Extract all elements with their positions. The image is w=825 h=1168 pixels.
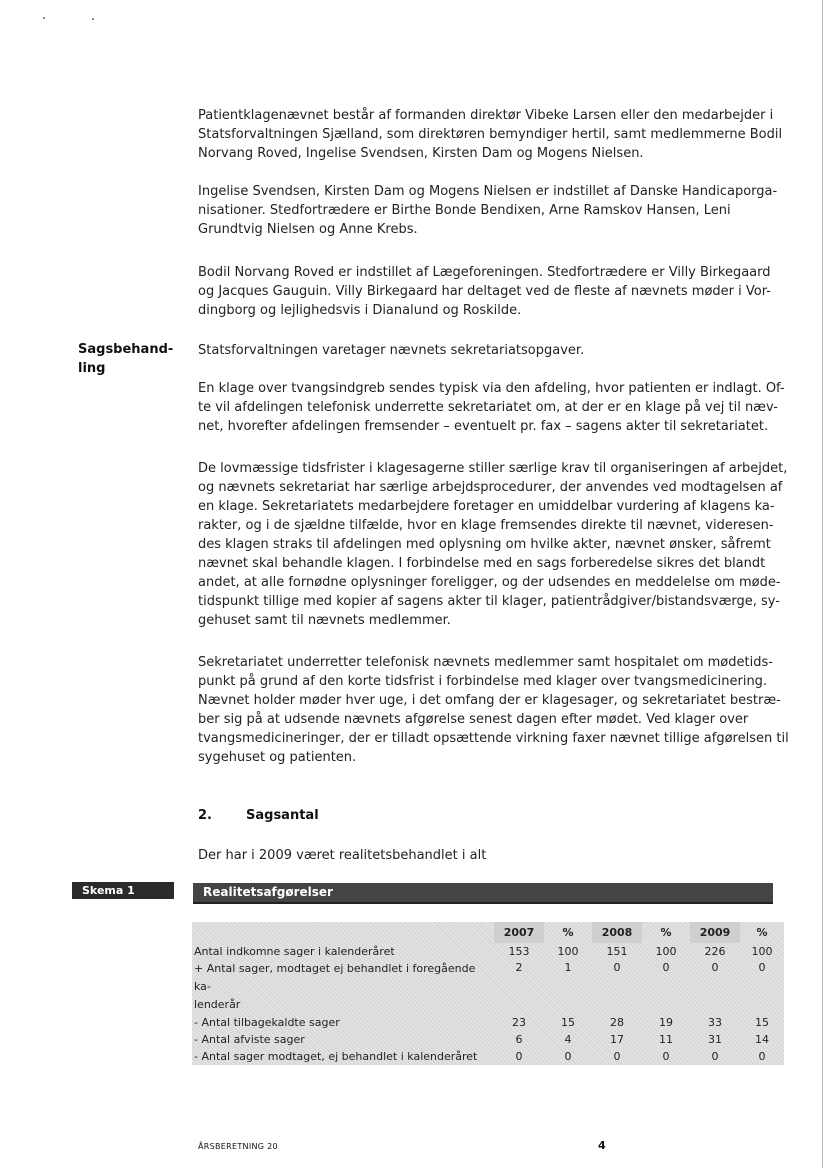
header-cell-percent: %: [562, 925, 574, 939]
cell-value: 28: [610, 1015, 624, 1029]
table-title-bar: Realitetsafgørelser: [193, 883, 773, 904]
cell-value: 0: [758, 1049, 766, 1063]
cell-value: 17: [610, 1032, 624, 1046]
text-line: Norvang Roved, Ingelise Svendsen, Kirsten Dam og Mogens Nielsen.: [198, 146, 644, 161]
row-label: [192, 960, 494, 1014]
cell-value: 0: [758, 961, 766, 974]
table-header-row: [192, 922, 784, 943]
text-line: te vil afdelingen telefonisk underrette sekretariatet om, at der er en klage på vej til næv-: [198, 400, 778, 415]
paragraph-deadlines: [198, 459, 788, 630]
text-line: tidspunkt tillige med kopier af sagens akter til klager, patientrådgiver/bistandsværge, sy-: [198, 594, 780, 609]
cell-value: 0: [613, 1049, 621, 1063]
cell-value: 15: [755, 1015, 769, 1029]
paragraph-complaint-flow: [198, 379, 785, 436]
cell-value: 11: [659, 1032, 673, 1046]
text-line: andet, at alle fornødne oplysninger foreligger, og der udsendes en meddelelse om møde-: [198, 575, 781, 590]
cell-value: 6: [515, 1032, 523, 1046]
row-label: - Antal afviste sager: [194, 1032, 305, 1046]
cell-value: 100: [655, 944, 677, 958]
paragraph-medical-nominee: [198, 263, 771, 320]
paragraph-intro-count: [198, 846, 768, 865]
text-line: En klage over tvangsindgreb sendes typisk via den afdeling, hvor patienten er indlagt. Of-: [198, 381, 785, 396]
footer-report-label: ÅRSBERETNING 20: [198, 1142, 278, 1151]
table-row: [192, 943, 784, 960]
scan-speck: [92, 18, 94, 20]
side-heading-line: Sagsbehand-: [78, 342, 174, 357]
cell-value: 23: [512, 1015, 526, 1029]
row-label: Antal indkomne sager i kalenderåret: [194, 944, 395, 958]
section-number: 2.: [198, 808, 212, 823]
paragraph-committee-members: [198, 106, 783, 163]
paragraph-handicap-nominees: [198, 182, 778, 239]
cell-value: 0: [515, 1049, 523, 1063]
text-line: en klage. Sekretariatets medarbejdere foretager en umiddelbar vurdering af klagens ka-: [198, 499, 775, 514]
text-line: Ingelise Svendsen, Kirsten Dam og Mogens Nielsen er indstillet af Danske Handicaporga-: [198, 184, 778, 199]
cell-value: 153: [508, 944, 530, 958]
text-line: nævnet skal behandle klagen. I forbindelse med en sags forberedelse sikres det blandt: [198, 556, 766, 571]
table-row: [192, 1048, 784, 1065]
cell-value: 226: [704, 944, 726, 958]
text-line: dingborg og lejlighedsvis i Dianalund og Roskilde.: [198, 303, 522, 318]
text-line: tvangsmedicineringer, der er tilladt opsættende virkning faxer nævnet tillige afgørelsen til: [198, 731, 789, 746]
text-line: rakter, og i de sjældne tilfælde, hvor en klage fremsendes direkte til nævnet, videresen-: [198, 518, 774, 533]
text-line: og nævnets sekretariat har særlige arbejdsprocedurer, der anvendes ved modtagelsen af: [198, 480, 783, 495]
text-line: gehuset samt til nævnets medlemmer.: [198, 613, 451, 628]
section-heading: [198, 806, 319, 825]
table-row: [192, 1014, 784, 1031]
header-cell-label: [192, 922, 494, 943]
text-line: Patientklagenævnet består af formanden direktør Vibeke Larsen eller den medarbejder i: [198, 108, 774, 123]
cell-value: 151: [606, 944, 628, 958]
row-label: - Antal tilbagekaldte sager: [194, 1015, 340, 1029]
row-label-line: lenderår: [194, 998, 241, 1011]
cell-value: 31: [708, 1032, 722, 1046]
cell-value: 2: [515, 961, 523, 974]
cell-value: 14: [755, 1032, 769, 1046]
paragraph-secretariat: [198, 341, 768, 360]
text-line: De lovmæssige tidsfrister i klagesagerne stiller særlige krav til organiseringen af arbejdet,: [198, 461, 788, 476]
text-line: og Jacques Gauguin. Villy Birkegaard har deltaget ved de fleste af nævnets møder i Vor-: [198, 284, 771, 299]
cell-value: 19: [659, 1015, 673, 1029]
realitetsafgorelser-table: [192, 922, 784, 1065]
cell-value: 100: [751, 944, 773, 958]
skema-label: Skema 1: [72, 882, 174, 899]
row-label-line: + Antal sager, modtaget ej behandlet i foregående ka-: [194, 962, 476, 993]
section-title: Sagsantal: [246, 808, 319, 823]
text-line: Statsforvaltningen varetager nævnets sekretariatsopgaver.: [198, 343, 585, 358]
cell-value: 15: [561, 1015, 575, 1029]
cell-value: 33: [708, 1015, 722, 1029]
text-line: Bodil Norvang Roved er indstillet af Lægeforeningen. Stedfortrædere er Villy Birkegaard: [198, 265, 771, 280]
text-line: ber sig på at udsende nævnets afgørelse senest dagen efter mødet. Ved klager over: [198, 712, 749, 727]
text-line: Statsforvaltningen Sjælland, som direktøren bemyndiger hertil, samt medlemmerne Bodil: [198, 127, 783, 142]
cell-value: 0: [662, 1049, 670, 1063]
cell-value: 100: [557, 944, 579, 958]
text-line: des klagen straks til afdelingen med oplysning om hvilke akter, nævnet ønsker, såfremt: [198, 537, 771, 552]
page-edge: [822, 0, 823, 1168]
table-row: [192, 960, 784, 1014]
cell-value: 4: [564, 1032, 572, 1046]
cell-value: 0: [662, 961, 670, 974]
text-line: Grundtvig Nielsen og Anne Krebs.: [198, 222, 418, 237]
text-line: Sekretariatet underretter telefonisk nævnets medlemmer samt hospitalet om mødetids-: [198, 655, 773, 670]
header-cell-2007: 2007: [494, 922, 544, 943]
text-line: net, hvorefter afdelingen fremsender – eventuelt pr. fax – sagens akter til sekretariatet.: [198, 419, 769, 434]
cell-value: 0: [711, 1049, 719, 1063]
cell-value: 0: [564, 1049, 572, 1063]
text-line: nisationer. Stedfortrædere er Birthe Bonde Bendixen, Arne Ramskov Hansen, Leni: [198, 203, 731, 218]
text-line: Der har i 2009 været realitetsbehandlet i alt: [198, 848, 487, 863]
header-cell-percent: %: [756, 925, 768, 939]
header-cell-2008: 2008: [592, 922, 642, 943]
text-line: sygehuset og patienten.: [198, 750, 357, 765]
scan-speck: [43, 17, 45, 19]
text-line: Nævnet holder møder hver uge, i det omfang der er klagesager, og sekretariatet bestræ-: [198, 693, 781, 708]
cell-value: 0: [613, 961, 621, 974]
footer-page-number: 4: [598, 1139, 606, 1152]
side-heading-line: ling: [78, 361, 106, 376]
paragraph-notifications: [198, 653, 789, 767]
table-row: [192, 1031, 784, 1048]
header-cell-2009: 2009: [690, 922, 740, 943]
text-line: punkt på grund af den korte tidsfrist i forbindelse med klager over tvangsmedicinering.: [198, 674, 768, 689]
header-cell-percent: %: [660, 925, 672, 939]
cell-value: 0: [711, 961, 719, 974]
cell-value: 1: [564, 961, 572, 974]
row-label: - Antal sager modtaget, ej behandlet i kalenderåret: [194, 1049, 478, 1063]
side-heading-sagsbehandling: [78, 340, 178, 378]
